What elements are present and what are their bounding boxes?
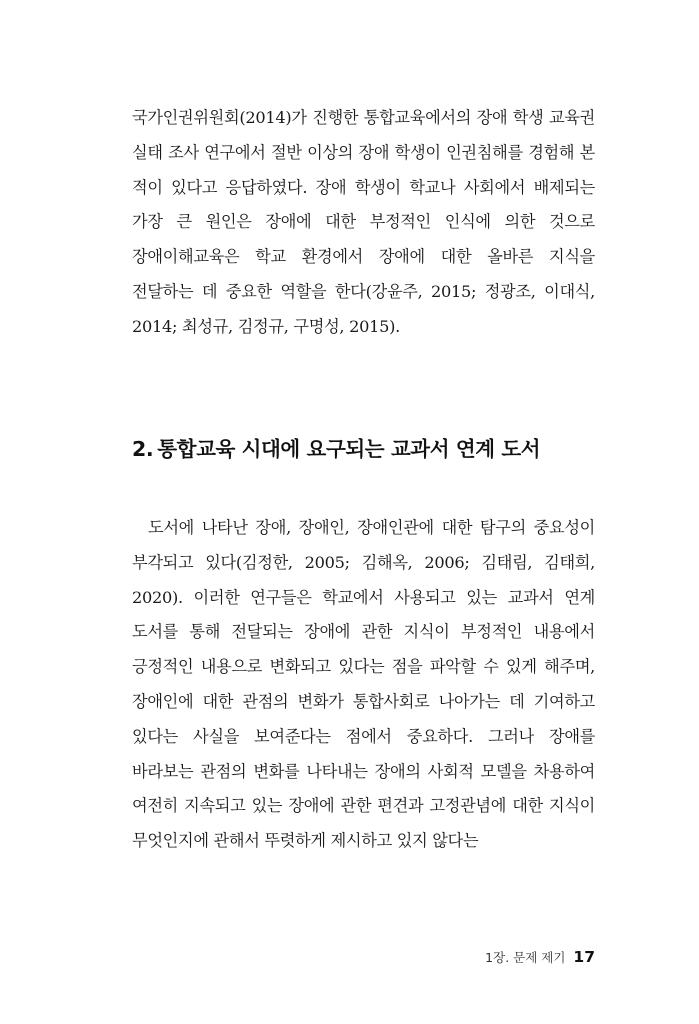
- page-footer: [485, 948, 595, 966]
- body-paragraph-2: 도서에 나타난 장애, 장애인, 장애인관에 대한 탐구의 중요성이 부각되고 있다(김정한, 2005; 김해옥, 2006; 김태림, 김태희, 2020). 이러한 연구들은 학교에서 사용되고 있는 교과서 연계 도서를 통해 전달되는 장애에 관한 지식이 부정적인 내용에서 긍정적인 내용으로 변화되고 있다는 점을 파악할 수 있게 해주며, 장애인에 대한 관점의 변화가 통합사회로 나아가는 데 기여하고 있다는 사실을 보여준다는 점에서 중요하다. 그러나 장애를 바라보는 관점의 변화를 나타내는 장애의 사회적 모델을 차용하여 여전히 지속되고 있는 장애에 관한 편견과 고정관념에 대한 지식이 무엇인지에 관해서 뚜렷하게 제시하고 있지 않다는: [132, 518, 595, 851]
- section-number: 2.: [132, 437, 154, 461]
- section-title: 통합교육 시대에 요구되는 교과서 연계 도서: [157, 437, 541, 461]
- section-heading: [132, 432, 595, 462]
- page-number: 17: [573, 948, 595, 966]
- body-paragraph-1: 국가인권위원회(2014)가 진행한 통합교육에서의 장애 학생 교육권 실태 조사 연구에서 절반 이상의 장애 학생이 인권침해를 경험해 본 적이 있다고 응답하였다. 장애 학생이 학교나 사회에서 배제되는 가장 큰 원인은 장애에 대한 부정적인 인식에 의한 것으로 장애이해교육은 학교 환경에서 장애에 대한 올바른 지식을 전달하는 데 중요한 역할을 한다(강윤주, 2015; 정광조, 이대식, 2014; 최성규, 김정규, 구명성, 2015).: [132, 108, 595, 336]
- chapter-label: 1장. 문제 제기: [485, 950, 566, 965]
